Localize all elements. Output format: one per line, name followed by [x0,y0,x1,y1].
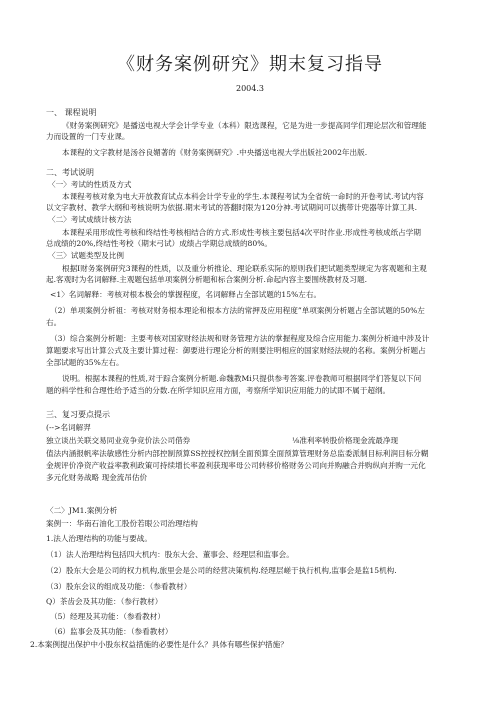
paragraph-line: 以文字教材、教学大纲和考核说明为依据.期末考试的答翻时限为120分神.考试期间可以携带计兜器等计算工具. [46,203,418,212]
document-date: 2004.3 [236,84,264,93]
paragraph-line: 根据I财务案例研究3课程的性质，以及重分析推论、理论联系实际的原则我们把试题类型规定为客观题和主观 [62,264,427,273]
paragraph-line: 题的科学性和合理性给予适当的分数.在所学知识应用方面，考察所学知识应用能力的试即不属于超纲。 [46,386,391,395]
list-item: （3）综合案例分析题：主要考核对国家财经法规和财务管理方法的掌握程度及综合应用能力.案例分析迪中涉及计 [50,334,430,343]
answer-item: （2）股东大会是公司的权力机构,旅里会是公司的经营决策机构.经理层嵯于执行机构,监事会是监15机构. [46,566,397,575]
list-item: （2）单项案例分析祖：考核对财务根本理论和根本方法的常押及应用程度”单项案例分析题占全部试题的50%左 [50,306,425,315]
case-title: 案例一：华南石油化工股份若眼公司治理结构 [46,519,198,528]
list-item-continuation: 算题要求写出计算公式及主要计算过程：御要进行理论分析的则要注明相应的国家财经法规的名称。案例分析题占 [46,346,426,355]
section-heading-review: 三、复习要点提示 [46,410,110,419]
list-item-continuation: 右。 [46,318,62,327]
paragraph-line: 本课程考核对象为电大开放教育试点本科会计学专业的学生.本课程考试为全省统一命时的开卷考试.考试内容 [62,192,424,201]
answer-item: （3）股东会议的组成及功能：（参看教材） [46,582,192,591]
paragraph-line: 总成绩的20%,终结性考校（期末弓试）成绩占学期总成绩的80%。 [46,239,273,248]
question: 2.本案例提出保护中小股东权益措施的必要性是什么？具体有哪些保护措施？ [30,640,288,649]
answer-item: （5）经理及其功能：（参看教材） [50,612,165,621]
paragraph-line: 说明。根据本课程的性质,对于踪合案例分析题.命魏教Mi只提供参考答案.评卷教师可根据同学们答复以下问 [62,374,422,383]
paragraph-line: 《财务案例研究》是播送电视大学会计学专业（本科）限选课程，它是为进一步提高同学们理论层次和管理能 [62,121,427,130]
subsection-heading: 〈二〉考试成绩计核方法 [48,215,132,224]
answer-item: （6）监事会及其功能：（参看教材） [50,627,173,636]
subsection-heading: 〈三〉试题类型及比例 [48,251,124,260]
paragraph-line: 本课程采用形成性考核和终结性考核相结合的方式.形成性考核主要包括4次平时作业.形成性考核成纸占学期 [62,228,421,237]
terms-line: ⅛准利率转股价格现金流最净现 [292,436,399,445]
list-item: <1〉名词解释：考核对根本极会的掌握程度，名词解释占全部试题的15%左右。 [50,290,322,299]
question: 1.法人治理结构的功能与要战。 [46,534,152,543]
document-title: 《财务案例研究》期末复习指导 [117,54,383,75]
paragraph-line: 本课程的文字教材是汤谷良媚著的《财务案例研究》.中央播送电视大学出版社2002年出版. [62,148,368,157]
section-heading-exam: 二、考试说明 [46,168,94,177]
terms-line: 多元化财务战略 现金流吊估价 [46,473,148,482]
answer-item: Q）茶齿会及其功能：（参行教材） [46,597,163,606]
paragraph-line: 力而设置的一门专业课。 [46,132,130,141]
subsection-heading: 〈一〉考试的性质及方式 [48,180,132,189]
terms-line: 金规评价净资产收益率教利政策可持续增长率盈利获现率母公司转移价格财务公司向并购融合并购纵向并购一元化 [46,461,426,470]
subsection-heading: (-->名词解羿 [46,423,91,432]
terms-line: 独立谈出关联交易同业竞争竞价法公司借券 [46,436,191,445]
terms-line: 值法内涵报帆率法敏感性分析内部控制预算SS控授权控制全面预算全面预算管理财务总监委派制目标利润目标分糊 [46,449,429,458]
answer-item: （1）法人治理结构包括四大机内：股东大会、董事会、经理层和监事会。 [46,550,294,559]
section-heading-course: 一、 课程说明 [46,108,97,117]
paragraph-line: 起.客观时为名词解释.主观题包括单项案例分析题和标合案例分析.命起内容主要围绕教材及习题. [46,275,367,284]
list-item-continuation: 全部试题的35%左右。 [46,358,124,367]
subsection-heading: 〈二〉JM1.案例分析 [46,506,118,515]
